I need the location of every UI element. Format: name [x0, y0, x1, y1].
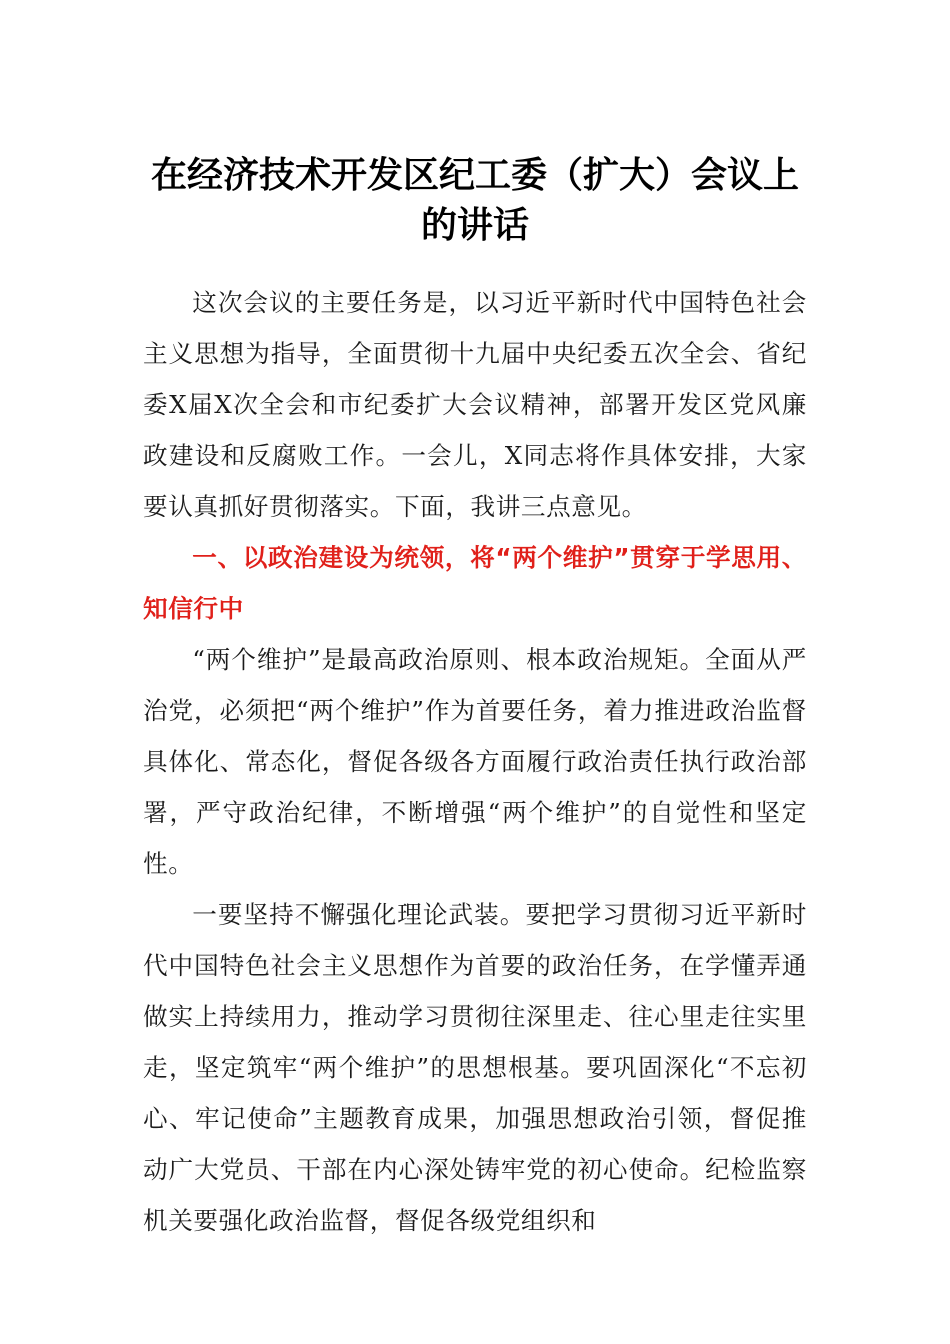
- document-title: [120, 150, 830, 250]
- document-body: [143, 277, 807, 1246]
- section-heading-1: 一、以政治建设为统领，将“两个维护”贯穿于学思用、知信行中: [143, 543, 807, 623]
- intro-paragraph: 这次会议的主要任务是，以习近平新时代中国特色社会主义思想为指导，全面贯彻十九届中央纪委五次全会、省纪委X届X次全会和市纪委扩大会议精神，部署开发区党风廉政建设和反腐败工作。一会儿，X同志将作具体安排，大家要认真抓好贯彻落实。下面，我讲三点意见。: [143, 288, 807, 521]
- title-line-2: 的讲话: [420, 204, 529, 246]
- title-line-1: 在经济技术开发区纪工委（扩大）会议上: [150, 154, 799, 196]
- section-1-paragraph-1: “两个维护”是最高政治原则、根本政治规矩。全面从严治党，必须把“两个维护”作为首要任务，着力推进政治监督具体化、常态化，督促各级各方面履行政治责任执行政治部署，严守政治纪律，不断增强“两个维护”的自觉性和坚定性。: [143, 645, 807, 878]
- section-1-paragraph-2: 一要坚持不懈强化理论武装。要把学习贯彻习近平新时代中国特色社会主义思想作为首要的政治任务，在学懂弄通做实上持续用力，推动学习贯彻往深里走、往心里走往实里走，坚定筑牢“两个维护”的思想根基。要巩固深化“不忘初心、牢记使命”主题教育成果，加强思想政治引领，督促推动广大党员、干部在内心深处铸牢党的初心使命。纪检监察机关要强化政治监督，督促各级党组织和: [143, 900, 807, 1235]
